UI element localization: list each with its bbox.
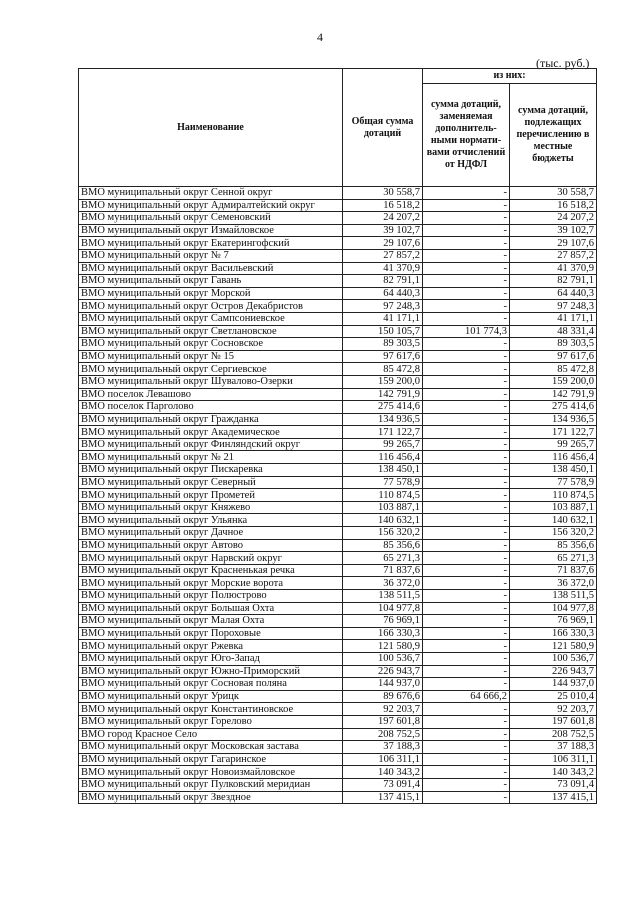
cell-transferred: 85 356,6 [510, 539, 597, 552]
cell-transferred: 106 311,1 [510, 753, 597, 766]
cell-name: ВМО муниципальный округ Пороховые [79, 627, 343, 640]
cell-total: 137 415,1 [343, 791, 423, 804]
cell-name: ВМО муниципальный округ Адмиралтейский округ [79, 199, 343, 212]
cell-transferred: 89 303,5 [510, 338, 597, 351]
table-row [79, 287, 597, 300]
cell-name: ВМО муниципальный округ Измайловское [79, 224, 343, 237]
table-row [79, 325, 597, 338]
cell-transferred: 30 558,7 [510, 187, 597, 200]
cell-transferred: 275 414,6 [510, 401, 597, 414]
cell-replaced: - [423, 187, 510, 200]
table-row [79, 703, 597, 716]
cell-name: ВМО муниципальный округ Пискаревка [79, 464, 343, 477]
cell-name: ВМО муниципальный округ № 21 [79, 451, 343, 464]
cell-total: 85 356,6 [343, 539, 423, 552]
cell-replaced: - [423, 489, 510, 502]
cell-total: 41 171,1 [343, 312, 423, 325]
cell-name: ВМО муниципальный округ Ржевка [79, 640, 343, 653]
table-row [79, 249, 597, 262]
cell-transferred: 71 837,6 [510, 564, 597, 577]
cell-replaced: - [423, 438, 510, 451]
cell-total: 150 105,7 [343, 325, 423, 338]
cell-replaced: - [423, 552, 510, 565]
cell-replaced: - [423, 640, 510, 653]
cell-total: 140 343,2 [343, 766, 423, 779]
cell-transferred: 138 511,5 [510, 590, 597, 603]
table-row [79, 375, 597, 388]
header-total: Общая сумма дотаций [343, 69, 423, 187]
cell-replaced: - [423, 363, 510, 376]
subsidies-table [78, 68, 597, 804]
cell-transferred: 144 937,0 [510, 678, 597, 691]
table-row [79, 665, 597, 678]
table-row [79, 728, 597, 741]
table-row [79, 212, 597, 225]
cell-replaced: - [423, 501, 510, 514]
cell-name: ВМО муниципальный округ Сосновая поляна [79, 678, 343, 691]
cell-transferred: 39 102,7 [510, 224, 597, 237]
cell-total: 138 511,5 [343, 590, 423, 603]
cell-total: 166 330,3 [343, 627, 423, 640]
cell-name: ВМО муниципальный округ Шувалово-Озерки [79, 375, 343, 388]
cell-replaced: - [423, 590, 510, 603]
cell-transferred: 65 271,3 [510, 552, 597, 565]
cell-total: 73 091,4 [343, 778, 423, 791]
cell-transferred: 92 203,7 [510, 703, 597, 716]
cell-transferred: 76 969,1 [510, 615, 597, 628]
cell-transferred: 166 330,3 [510, 627, 597, 640]
cell-total: 110 874,5 [343, 489, 423, 502]
cell-transferred: 48 331,4 [510, 325, 597, 338]
cell-transferred: 138 450,1 [510, 464, 597, 477]
header-transferred: сумма дотаций, подлежащих перечислению в местные бюджеты [510, 84, 597, 187]
cell-replaced: - [423, 464, 510, 477]
cell-replaced: - [423, 275, 510, 288]
cell-transferred: 142 791,9 [510, 388, 597, 401]
cell-total: 29 107,6 [343, 237, 423, 250]
cell-total: 140 632,1 [343, 514, 423, 527]
cell-total: 159 200,0 [343, 375, 423, 388]
cell-name: ВМО муниципальный округ Морской [79, 287, 343, 300]
cell-total: 64 440,3 [343, 287, 423, 300]
cell-total: 134 936,5 [343, 413, 423, 426]
header-of-which: из них: [423, 69, 597, 84]
cell-total: 24 207,2 [343, 212, 423, 225]
cell-transferred: 140 343,2 [510, 766, 597, 779]
cell-name: ВМО муниципальный округ Ульянка [79, 514, 343, 527]
table-row [79, 615, 597, 628]
cell-transferred: 121 580,9 [510, 640, 597, 653]
cell-replaced: - [423, 212, 510, 225]
table-row [79, 401, 597, 414]
cell-name: ВМО муниципальный округ Автово [79, 539, 343, 552]
cell-replaced: - [423, 338, 510, 351]
cell-transferred: 97 248,3 [510, 300, 597, 313]
cell-replaced: - [423, 715, 510, 728]
cell-name: ВМО муниципальный округ Екатерингофский [79, 237, 343, 250]
table-row [79, 338, 597, 351]
cell-replaced: - [423, 476, 510, 489]
cell-replaced: - [423, 350, 510, 363]
cell-name: ВМО муниципальный округ Московская застава [79, 741, 343, 754]
table-row [79, 426, 597, 439]
cell-transferred: 29 107,6 [510, 237, 597, 250]
cell-name: ВМО муниципальный округ Юго-Запад [79, 652, 343, 665]
cell-transferred: 171 122,7 [510, 426, 597, 439]
cell-transferred: 41 171,1 [510, 312, 597, 325]
table-row [79, 527, 597, 540]
cell-total: 41 370,9 [343, 262, 423, 275]
cell-total: 89 676,6 [343, 690, 423, 703]
cell-transferred: 85 472,8 [510, 363, 597, 376]
cell-replaced: - [423, 703, 510, 716]
table-row [79, 300, 597, 313]
cell-total: 39 102,7 [343, 224, 423, 237]
table-row [79, 539, 597, 552]
header-replaced: сумма дотаций, заменяемая дополнитель-ными нормати-вами отчислений от НДФЛ [423, 84, 510, 187]
cell-name: ВМО муниципальный округ Южно-Приморский [79, 665, 343, 678]
cell-name: ВМО муниципальный округ Семеновский [79, 212, 343, 225]
cell-replaced: - [423, 527, 510, 540]
cell-replaced: - [423, 413, 510, 426]
cell-name: ВМО муниципальный округ Дачное [79, 527, 343, 540]
cell-total: 103 887,1 [343, 501, 423, 514]
cell-replaced: - [423, 539, 510, 552]
cell-replaced: - [423, 602, 510, 615]
cell-replaced: - [423, 728, 510, 741]
cell-replaced: - [423, 564, 510, 577]
cell-transferred: 226 943,7 [510, 665, 597, 678]
cell-transferred: 100 536,7 [510, 652, 597, 665]
table-body [79, 187, 597, 804]
cell-transferred: 197 601,8 [510, 715, 597, 728]
cell-replaced: - [423, 753, 510, 766]
cell-replaced: - [423, 615, 510, 628]
table-row [79, 778, 597, 791]
table-row [79, 413, 597, 426]
cell-transferred: 36 372,0 [510, 577, 597, 590]
cell-replaced: - [423, 665, 510, 678]
cell-transferred: 77 578,9 [510, 476, 597, 489]
cell-total: 144 937,0 [343, 678, 423, 691]
table-row [79, 275, 597, 288]
cell-replaced: 101 774,3 [423, 325, 510, 338]
cell-replaced: - [423, 791, 510, 804]
table-row [79, 451, 597, 464]
cell-total: 97 617,6 [343, 350, 423, 363]
cell-transferred: 137 415,1 [510, 791, 597, 804]
cell-transferred: 156 320,2 [510, 527, 597, 540]
table-row [79, 652, 597, 665]
cell-replaced: - [423, 627, 510, 640]
cell-total: 156 320,2 [343, 527, 423, 540]
cell-total: 100 536,7 [343, 652, 423, 665]
cell-replaced: - [423, 741, 510, 754]
cell-total: 104 977,8 [343, 602, 423, 615]
cell-total: 226 943,7 [343, 665, 423, 678]
table-row [79, 741, 597, 754]
cell-total: 142 791,9 [343, 388, 423, 401]
cell-name: ВМО муниципальный округ Красненькая речка [79, 564, 343, 577]
table-row [79, 627, 597, 640]
cell-total: 71 837,6 [343, 564, 423, 577]
cell-transferred: 25 010,4 [510, 690, 597, 703]
table-row [79, 363, 597, 376]
cell-total: 92 203,7 [343, 703, 423, 716]
table-row [79, 590, 597, 603]
cell-name: ВМО муниципальный округ Гагаринское [79, 753, 343, 766]
cell-total: 27 857,2 [343, 249, 423, 262]
table-row [79, 489, 597, 502]
cell-name: ВМО муниципальный округ Гражданка [79, 413, 343, 426]
table-row [79, 187, 597, 200]
cell-total: 106 311,1 [343, 753, 423, 766]
cell-transferred: 104 977,8 [510, 602, 597, 615]
table-row [79, 199, 597, 212]
table-row [79, 577, 597, 590]
table-row [79, 602, 597, 615]
cell-total: 16 518,2 [343, 199, 423, 212]
cell-name: ВМО муниципальный округ Финляндский округ [79, 438, 343, 451]
table-row [79, 552, 597, 565]
cell-transferred: 41 370,9 [510, 262, 597, 275]
cell-name: ВМО муниципальный округ Звездное [79, 791, 343, 804]
cell-total: 36 372,0 [343, 577, 423, 590]
cell-replaced: 64 666,2 [423, 690, 510, 703]
cell-name: ВМО муниципальный округ Сергиевское [79, 363, 343, 376]
cell-name: ВМО поселок Левашово [79, 388, 343, 401]
cell-name: ВМО муниципальный округ Большая Охта [79, 602, 343, 615]
cell-total: 77 578,9 [343, 476, 423, 489]
cell-total: 116 456,4 [343, 451, 423, 464]
cell-transferred: 103 887,1 [510, 501, 597, 514]
cell-name: ВМО муниципальный округ Нарвский округ [79, 552, 343, 565]
cell-replaced: - [423, 678, 510, 691]
cell-replaced: - [423, 514, 510, 527]
table-row [79, 438, 597, 451]
cell-total: 82 791,1 [343, 275, 423, 288]
cell-total: 89 303,5 [343, 338, 423, 351]
cell-replaced: - [423, 426, 510, 439]
cell-transferred: 97 617,6 [510, 350, 597, 363]
cell-replaced: - [423, 778, 510, 791]
cell-transferred: 24 207,2 [510, 212, 597, 225]
cell-replaced: - [423, 262, 510, 275]
cell-name: ВМО муниципальный округ Северный [79, 476, 343, 489]
page-number: 4 [317, 30, 323, 44]
cell-name: ВМО город Красное Село [79, 728, 343, 741]
table-row [79, 678, 597, 691]
cell-total: 138 450,1 [343, 464, 423, 477]
cell-transferred: 110 874,5 [510, 489, 597, 502]
cell-transferred: 73 091,4 [510, 778, 597, 791]
cell-name: ВМО муниципальный округ Прометей [79, 489, 343, 502]
table-row [79, 640, 597, 653]
cell-transferred: 99 265,7 [510, 438, 597, 451]
cell-name: ВМО муниципальный округ Остров Декабристов [79, 300, 343, 313]
cell-transferred: 82 791,1 [510, 275, 597, 288]
cell-name: ВМО муниципальный округ Урицк [79, 690, 343, 703]
cell-name: ВМО муниципальный округ Горелово [79, 715, 343, 728]
cell-total: 65 271,3 [343, 552, 423, 565]
cell-total: 208 752,5 [343, 728, 423, 741]
table-row [79, 312, 597, 325]
table-row [79, 224, 597, 237]
table-row [79, 753, 597, 766]
table-row [79, 791, 597, 804]
table-header [79, 69, 597, 187]
cell-replaced: - [423, 388, 510, 401]
table-row [79, 690, 597, 703]
cell-replaced: - [423, 312, 510, 325]
cell-name: ВМО муниципальный округ № 7 [79, 249, 343, 262]
cell-name: ВМО поселок Парголово [79, 401, 343, 414]
cell-total: 37 188,3 [343, 741, 423, 754]
table-row [79, 715, 597, 728]
table-row [79, 237, 597, 250]
cell-transferred: 159 200,0 [510, 375, 597, 388]
cell-total: 97 248,3 [343, 300, 423, 313]
cell-total: 275 414,6 [343, 401, 423, 414]
cell-name: ВМО муниципальный округ Малая Охта [79, 615, 343, 628]
cell-replaced: - [423, 199, 510, 212]
cell-transferred: 140 632,1 [510, 514, 597, 527]
cell-replaced: - [423, 237, 510, 250]
cell-replaced: - [423, 577, 510, 590]
cell-name: ВМО муниципальный округ Княжево [79, 501, 343, 514]
cell-replaced: - [423, 375, 510, 388]
cell-name: ВМО муниципальный округ Сосновское [79, 338, 343, 351]
cell-transferred: 134 936,5 [510, 413, 597, 426]
cell-transferred: 16 518,2 [510, 199, 597, 212]
table-row [79, 514, 597, 527]
cell-transferred: 64 440,3 [510, 287, 597, 300]
table-row [79, 766, 597, 779]
cell-transferred: 27 857,2 [510, 249, 597, 262]
cell-name: ВМО муниципальный округ Новоизмайловское [79, 766, 343, 779]
cell-name: ВМО муниципальный округ Сенной округ [79, 187, 343, 200]
cell-total: 99 265,7 [343, 438, 423, 451]
cell-replaced: - [423, 287, 510, 300]
cell-replaced: - [423, 766, 510, 779]
header-name: Наименование [79, 69, 343, 187]
cell-name: ВМО муниципальный округ Сампсониевское [79, 312, 343, 325]
table-row [79, 501, 597, 514]
cell-total: 171 122,7 [343, 426, 423, 439]
cell-total: 121 580,9 [343, 640, 423, 653]
cell-total: 30 558,7 [343, 187, 423, 200]
cell-replaced: - [423, 652, 510, 665]
cell-replaced: - [423, 300, 510, 313]
cell-name: ВМО муниципальный округ Константиновское [79, 703, 343, 716]
cell-replaced: - [423, 249, 510, 262]
cell-name: ВМО муниципальный округ Васильевский [79, 262, 343, 275]
table-row [79, 262, 597, 275]
cell-name: ВМО муниципальный округ Светлановское [79, 325, 343, 338]
cell-replaced: - [423, 451, 510, 464]
cell-name: ВМО муниципальный округ Морские ворота [79, 577, 343, 590]
cell-total: 76 969,1 [343, 615, 423, 628]
table-row [79, 464, 597, 477]
cell-name: ВМО муниципальный округ Пулковский меридиан [79, 778, 343, 791]
table-row [79, 350, 597, 363]
table-row [79, 564, 597, 577]
cell-replaced: - [423, 401, 510, 414]
cell-transferred: 208 752,5 [510, 728, 597, 741]
cell-replaced: - [423, 224, 510, 237]
table-row [79, 388, 597, 401]
cell-name: ВМО муниципальный округ Полюстрово [79, 590, 343, 603]
cell-name: ВМО муниципальный округ Академическое [79, 426, 343, 439]
cell-transferred: 116 456,4 [510, 451, 597, 464]
units-label: (тыс. руб.) [536, 56, 590, 70]
cell-transferred: 37 188,3 [510, 741, 597, 754]
cell-total: 85 472,8 [343, 363, 423, 376]
cell-name: ВМО муниципальный округ № 15 [79, 350, 343, 363]
cell-total: 197 601,8 [343, 715, 423, 728]
cell-name: ВМО муниципальный округ Гавань [79, 275, 343, 288]
table-row [79, 476, 597, 489]
